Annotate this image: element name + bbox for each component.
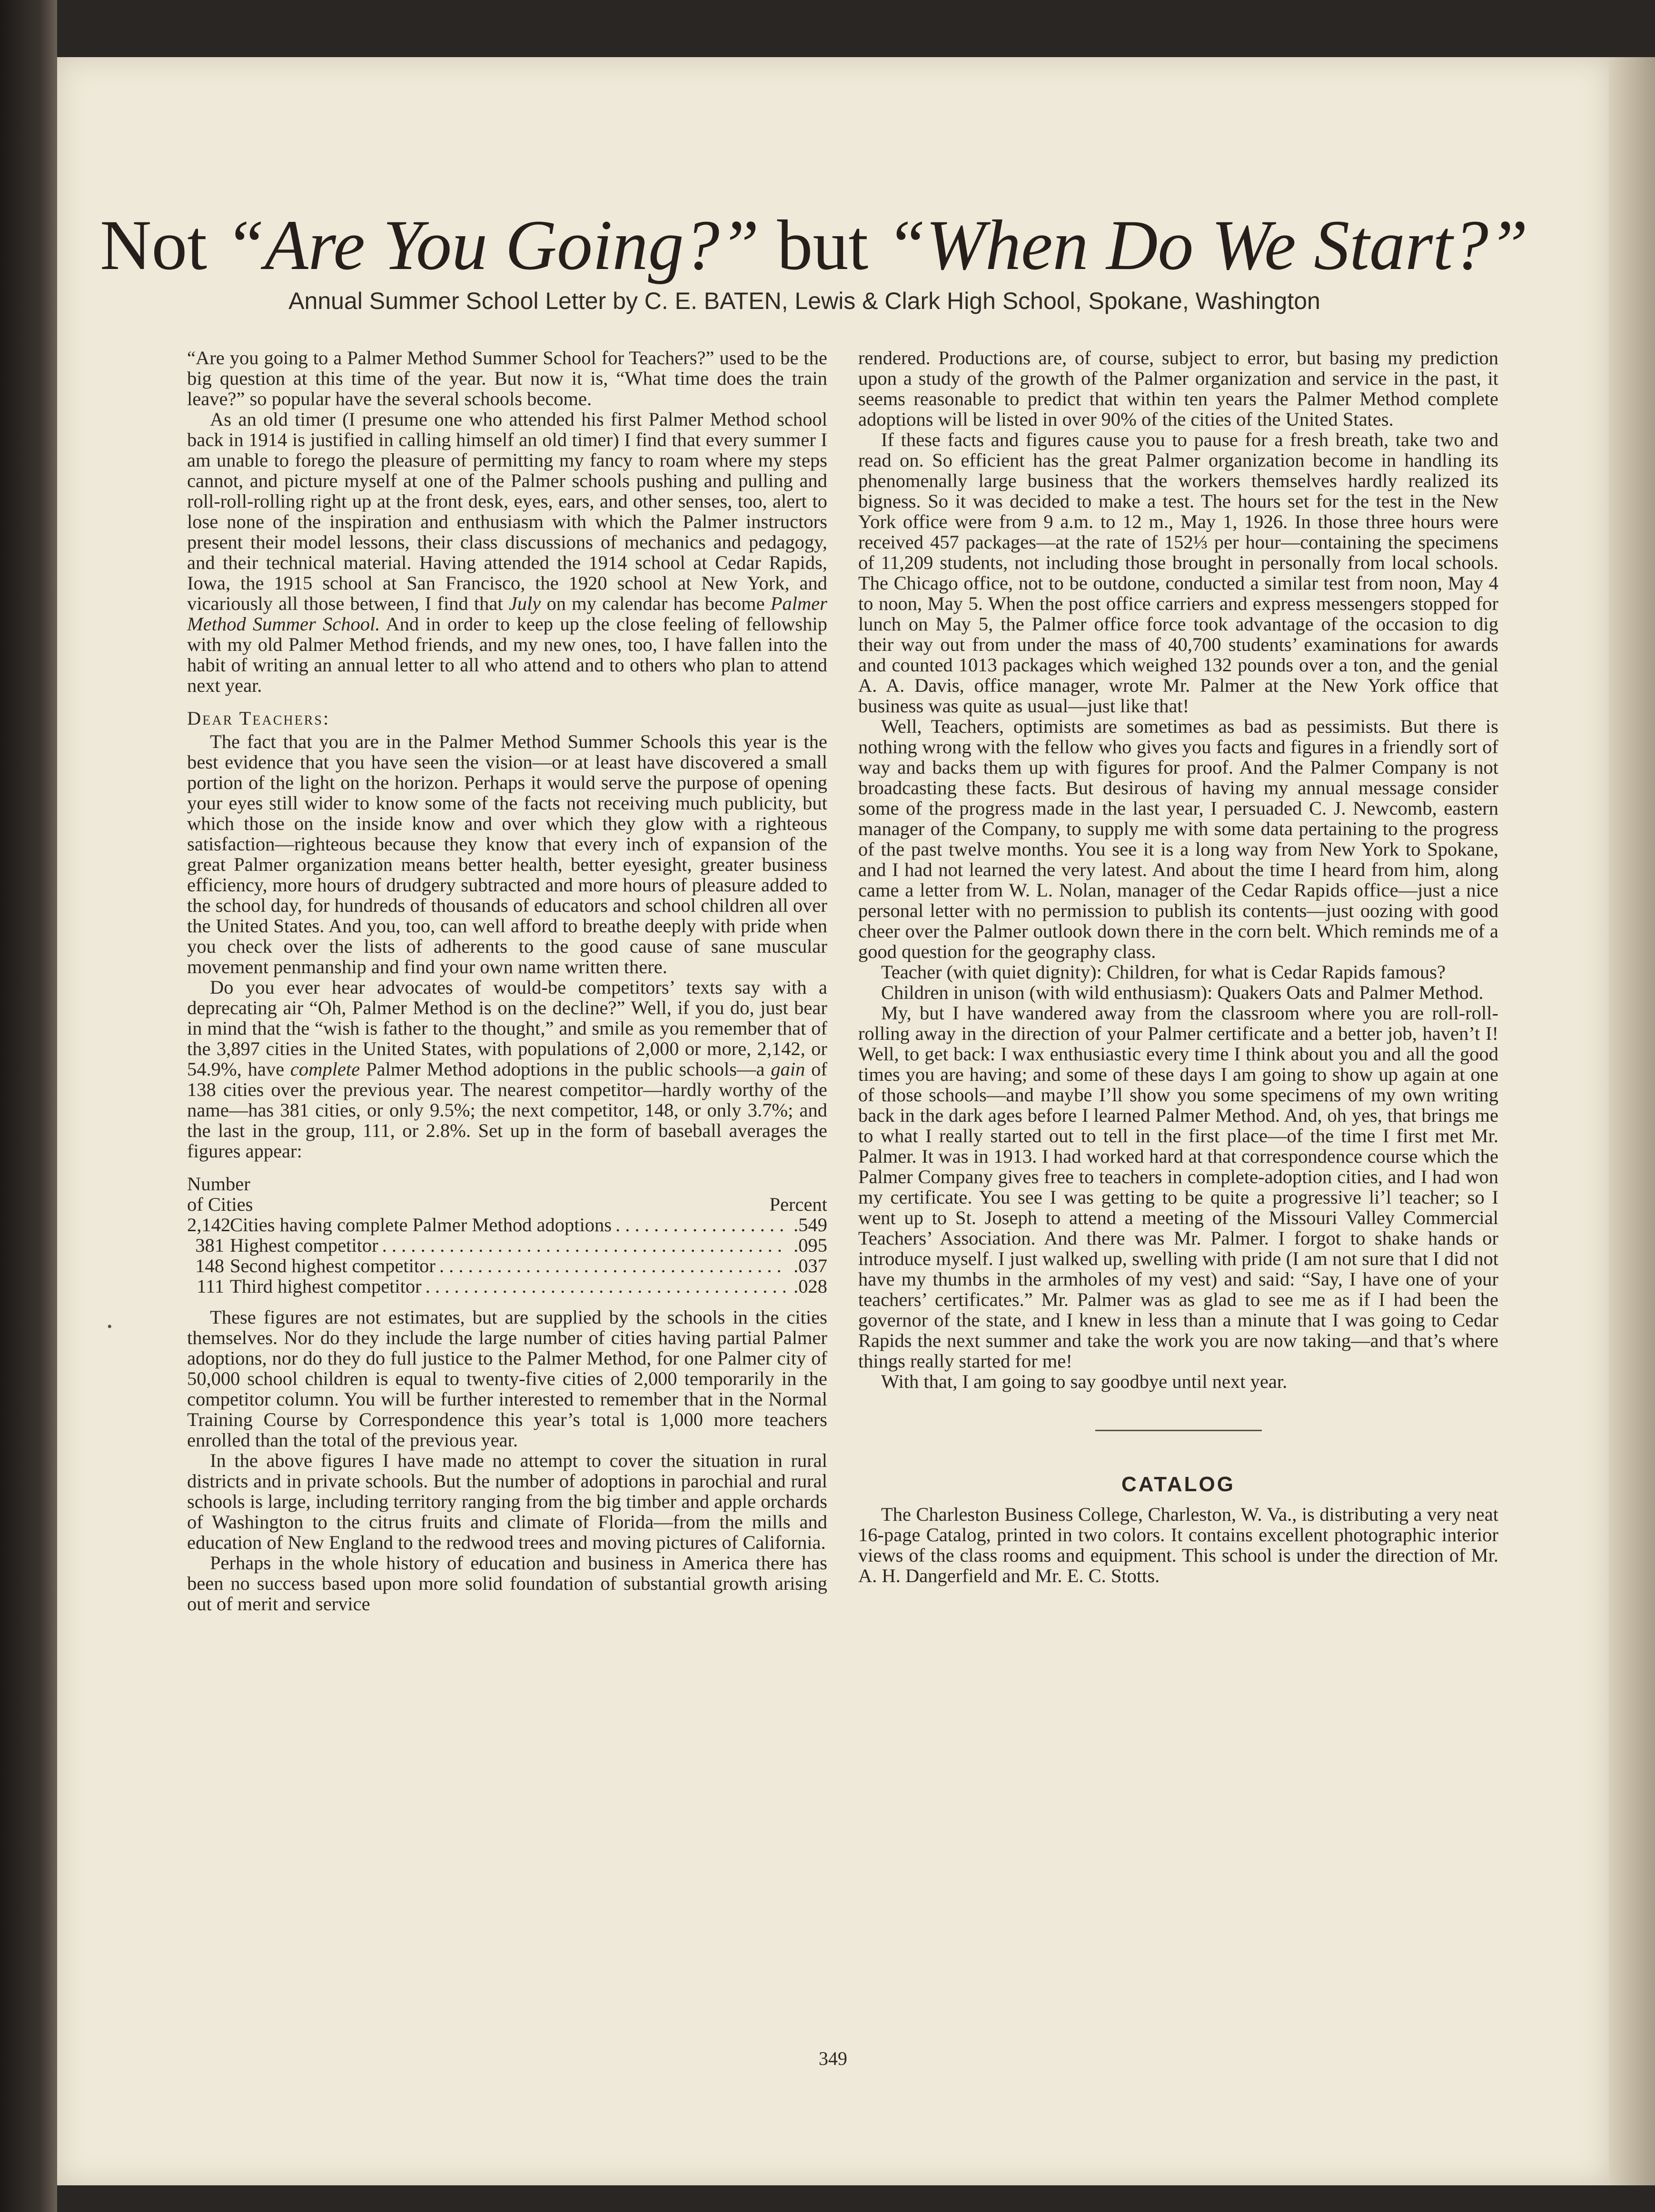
- col-header-percent: Percent: [769, 1194, 827, 1215]
- catalog-paragraph: The Charleston Business College, Charleston, W. Va., is distributing a very neat 16-page Catalog, printed in two colors. It contains excellent photographic interior views of the class rooms and equipment. This school is under the direction of Mr. A. H. Dangerfield and Mr. E. C. Stotts.: [858, 1504, 1498, 1586]
- paragraph: As an old timer (I presume one who attended his first Palmer Method school back in 1914 is justified in calling himself an old timer) I find that every summer I am unable to forego the pleasure of permitting my fancy to roam where my steps cannot, and picture myself at one of the Palmer schools pushing and pulling and roll-roll-rolling right up at the front desk, eyes, ears, and other senses, too, alert to lose none of the inspiration and enthusiasm with which the Palmer instructors present their model lessons, their class discussions of mechanics and pedagogy, and their technical material. Having attended the 1914 school at Cedar Rapids, Iowa, the 1915 school at San Francisco, the 1920 school at New York, and vicariously all those between, I find that July on my calendar has become Palmer Method Summer School. And in order to keep up the close feeling of fellowship with my old Palmer Method friends, and my new ones, too, I have fallen into the habit of writing an annual letter to all who attend and to others who plan to attend next year.: [187, 409, 828, 696]
- adoption-table: [187, 1174, 827, 1296]
- article-subtitle: Annual Summer School Letter by C. E. BATEN, Lewis & Clark High School, Spokane, Washington: [288, 288, 1320, 314]
- paragraph: In the above figures I have made no attempt to cover the situation in rural districts and in private schools. But the number of adoptions in parochial and rural schools is large, including territory ranging from the big timber and apple orchards of Washington to the citrus fruits and climate of Florida—from the mills and education of New England to the redwood trees and moving pictures of California.: [187, 1450, 827, 1553]
- paragraph: Teacher (with quiet dignity): Children, for what is Cedar Rapids famous?: [881, 961, 1446, 983]
- paragraph: These figures are not estimates, but are supplied by the schools in the cities themselves. Nor do they include the large number of cities having partial Palmer adoptions, nor do they do full justice to the Palmer Method, for one Palmer city of 50,000 school children is equal to twenty-five cities of 2,000 temporarily in the competitor column. You will be further interested to remember that in the Normal Training Course by Correspondence this year’s total is 1,000 more teachers enrolled than the total of the previous year.: [187, 1306, 827, 1451]
- article-title: Not “Are You Going?” but “When Do We Start?”: [100, 206, 1528, 285]
- table-row: 148 Second highest competitor . . . .037: [187, 1255, 827, 1276]
- col-header-cities: of Cities: [187, 1194, 253, 1215]
- paragraph: Do you ever hear advocates of would-be competitors’ texts say with a deprecating air “Oh, Palmer Method is on the decline?” Well, if you do, just bear in mind that the “wish is father to the thought,” and smile as you remember that of the 3,897 cities in the United States, with populations of 2,000 or more, 2,142, or 54.9%, have complete Palmer Method adoptions in the public schools—a gain of 138 cities over the previous year. The nearest competitor—hardly worthy of the name—has 381 cities, or only 9.5%; the next competitor, 148, or only 3.7%; and the last in the group, 111, or 2.8%. Set up in the form of baseball averages the figures appear:: [187, 976, 827, 1162]
- left-column: [187, 348, 827, 1614]
- table-row: 2,142 Cities having complete Palmer Method adoptions . . . .549: [187, 1215, 827, 1235]
- table-row: 381 Highest competitor . . . .095: [187, 1235, 827, 1255]
- right-column: [858, 348, 1498, 1586]
- paragraph: “Are you going to a Palmer Method Summer School for Teachers?” used to be the big question at this time of the year. But now it is, “What time does the train leave?” so popular have the several schools become.: [187, 347, 827, 409]
- paragraph: The fact that you are in the Palmer Method Summer Schools this year is the best evidence that you have seen the vision—or at least have discovered a small portion of the light on the horizon. Perhaps it would serve the purpose of opening your eyes still wider to know some of the facts not receiving much publicity, but which those on the inside know and over which they glow with a righteous satisfaction—righteous because they know that every inch of expansion of the great Palmer organization means better health, better eyesight, greater business efficiency, more hours of drudgery subtracted and more hours of pleasure added to the school day, for hundreds of thousands of educators and school children all over the United States. And you, too, can well afford to breathe deeply with pride when you check over the lists of adherents to the good cause of sane muscular movement penmanship and find your own name written there.: [187, 731, 827, 977]
- book-spine: [0, 0, 57, 2212]
- paragraph: With that, I am going to say goodbye until next year.: [881, 1371, 1288, 1392]
- col-header-number: Number: [187, 1173, 250, 1195]
- salutation: Dear Teachers:: [187, 707, 330, 729]
- paragraph: Well, Teachers, optimists are sometimes as bad as pessimists. But there is nothing wrong with the fellow who gives you facts and figures in a friendly sort of way and backs them up with figures for proof. And the Palmer Company is not broadcasting these facts. But desirous of having my annual message consider some of the progress made in the last year, I persuaded C. J. Newcomb, eastern manager of the Company, to supply me with some data pertaining to the progress of the past twelve months. You see it is a long way from New York to Spokane, and I had not learned the very latest. And about the time I heard from him, along came a letter from W. L. Nolan, manager of the Cedar Rapids office—just a nice personal letter with no permission to publish its contents—just oozing with good cheer over the Palmer outlook down there in the corn belt. Which reminds me of a good question for the geography class.: [858, 716, 1498, 962]
- paragraph: If these facts and figures cause you to pause for a fresh breath, take two and read on. So efficient has the great Palmer organization become in handling its phenomenally large business that the workers themselves hardly realized its bigness. So it was decided to make a test. The hours set for the test in the New York office were from 9 a.m. to 12 m., May 1, 1926. In those three hours were received 457 packages—at the rate of 152⅓ per hour—containing the specimens of 11,209 students, not including those brought in personally from local schools. The Chicago office, not to be outdone, conducted a similar test from noon, May 4 to noon, May 5. When the post office carriers and express messengers stopped for lunch on May 5, the Palmer office force took advantage of the occasion to dig their way out from under the mass of 40,700 students’ examinations for awards and counted 1013 packages which weighed 132 pounds over a ton, and the genial A. A. Davis, office manager, wrote Mr. Palmer at the New York office that business was quite as usual—just like that!: [858, 429, 1498, 717]
- paragraph: My, but I have wandered away from the classroom where you are roll-roll-rolling away in the direction of your Palmer certificate and a better job, haven’t I! Well, to get back: I wax enthusiastic every time I think about you and all the good times you are having; and some of these days I am going to show up again at one of those schools—and maybe I’ll show you some specimens of my own writing back in the dark ages before I learned Palmer Method. And, oh yes, that brings me to what I really started out to tell in the first place—of the time I first met Mr. Palmer. It was in 1913. I had worked hard at that correspondence course which the Palmer Company gives free to teachers in complete-adoption cities, and I had won my certificate. You see I was getting to be quite a progressive li’l teacher; so I went up to St. Joseph to attend a meeting of the Missouri Valley Commercial Teachers’ Association. And there was Mr. Palmer. I forgot to shake hands or introduce myself. I just walked up, swelling with pride (I am not sure that I did not have my thumbs in the armholes of my vest) and said: “Say, I have one of your teachers’ certificates.” Mr. Palmer was as glad to see me as if I had been the governor of the state, and I knew in less than a minute that I was going to Cedar Rapids the next summer and take the work you are now taking—and that’s where things really started for me!: [858, 1002, 1498, 1372]
- paragraph: Children in unison (with wild enthusiasm): Quakers Oats and Palmer Method.: [881, 982, 1484, 1003]
- paragraph: Perhaps in the whole history of education and business in America there has been no success based upon more solid foundation of substantial growth arising out of merit and service: [187, 1552, 827, 1614]
- table-header: [187, 1174, 827, 1215]
- section-divider: [1095, 1430, 1262, 1431]
- table-row: 111 Third highest competitor . . . .028: [187, 1276, 827, 1296]
- page-number: 349: [819, 2048, 847, 2069]
- paragraph: rendered. Productions are, of course, subject to error, but basing my prediction upon a study of the growth of the Palmer organization and service in the past, it seems reasonable to predict that within ten years the Palmer Method complete adoptions will be listed in over 90% of the cities of the United States.: [858, 347, 1498, 430]
- catalog-heading: CATALOG: [1121, 1473, 1235, 1496]
- bullet-mark: •: [107, 1319, 112, 1335]
- page-edge: [1609, 57, 1655, 2185]
